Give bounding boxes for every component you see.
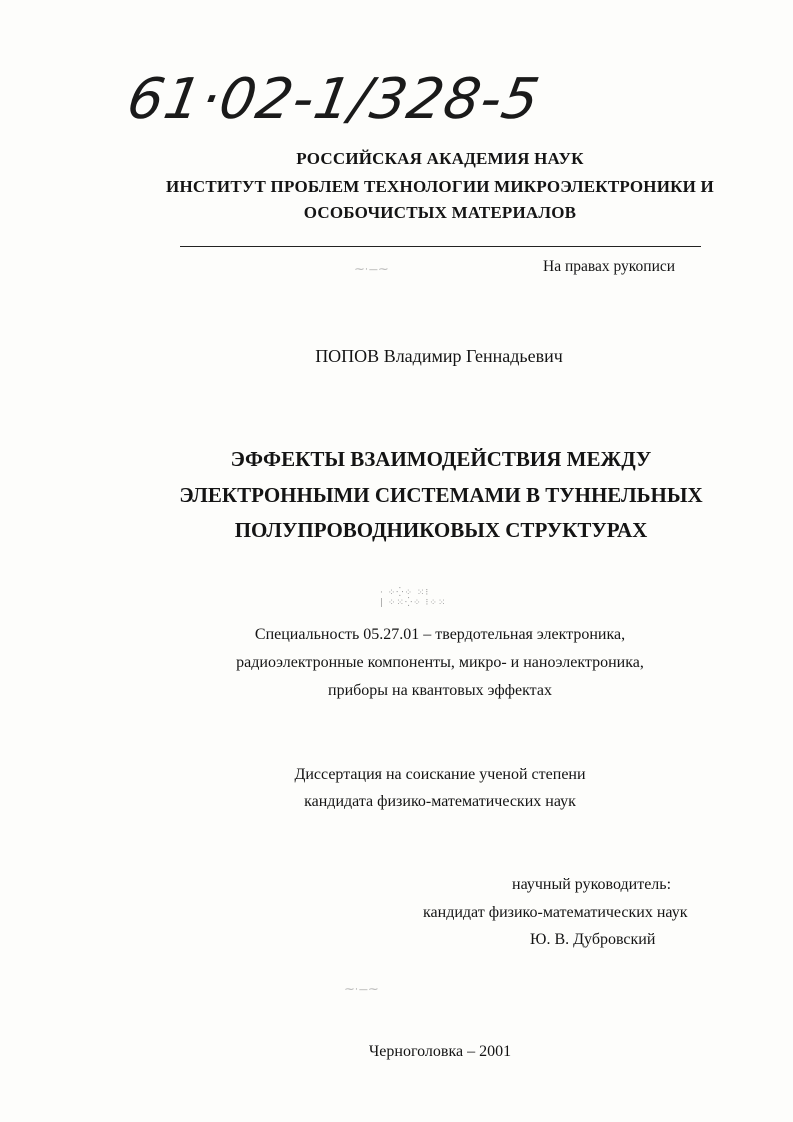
specialty-line3: приборы на квантовых эффектах	[328, 682, 552, 699]
specialty-line2: радиоэлектронные компоненты, микро- и наноэлектроника,	[236, 654, 644, 671]
institute-name-line2: ОСОБОЧИСТЫХ МАТЕРИАЛОВ	[303, 203, 577, 222]
dissertation-line2: кандидата физико-математических наук	[304, 793, 576, 810]
supervisor-role: научный руководитель:	[512, 876, 672, 893]
thesis-title-line2: ЭЛЕКТРОННЫМИ СИСТЕМАМИ В ТУННЕЛЬНЫХ	[179, 483, 703, 507]
author-name: ПОПОВ Владимир Геннадьевич	[315, 346, 563, 366]
header-divider	[180, 246, 701, 247]
scan-smudge-top: ⁓·—⁓	[355, 265, 389, 275]
specialty-line1: Специальность 05.27.01 – твердотельная электроника,	[254, 626, 626, 643]
scan-smudge-bottom: ⁓·—⁓	[345, 985, 379, 995]
scan-smudge-stamp: · ⁘⁛⁘ ⁙⁝ | ⁘⁙⁛⁘ ⁝⁘⁙	[380, 588, 447, 608]
institute-name-line1: ИНСТИТУТ ПРОБЛЕМ ТЕХНОЛОГИИ МИКРОЭЛЕКТРОНИКИ И	[166, 177, 714, 196]
dissertation-line1: Диссертация на соискание ученой степени	[294, 766, 586, 783]
handwritten-catalog-number: 61·02-1/328-5	[122, 67, 545, 132]
supervisor-name: Ю. В. Дубровский	[530, 931, 656, 948]
academy-name: РОССИЙСКАЯ АКАДЕМИЯ НАУК	[296, 149, 584, 168]
place-and-year: Черноголовка – 2001	[368, 1043, 512, 1060]
thesis-title-line1: ЭФФЕКТЫ ВЗАИМОДЕЙСТВИЯ МЕЖДУ	[230, 447, 652, 471]
manuscript-note: На правах рукописи	[543, 258, 676, 275]
thesis-title-line3: ПОЛУПРОВОДНИКОВЫХ СТРУКТУРАХ	[234, 518, 648, 542]
supervisor-degree: кандидат физико-математических наук	[423, 904, 688, 921]
